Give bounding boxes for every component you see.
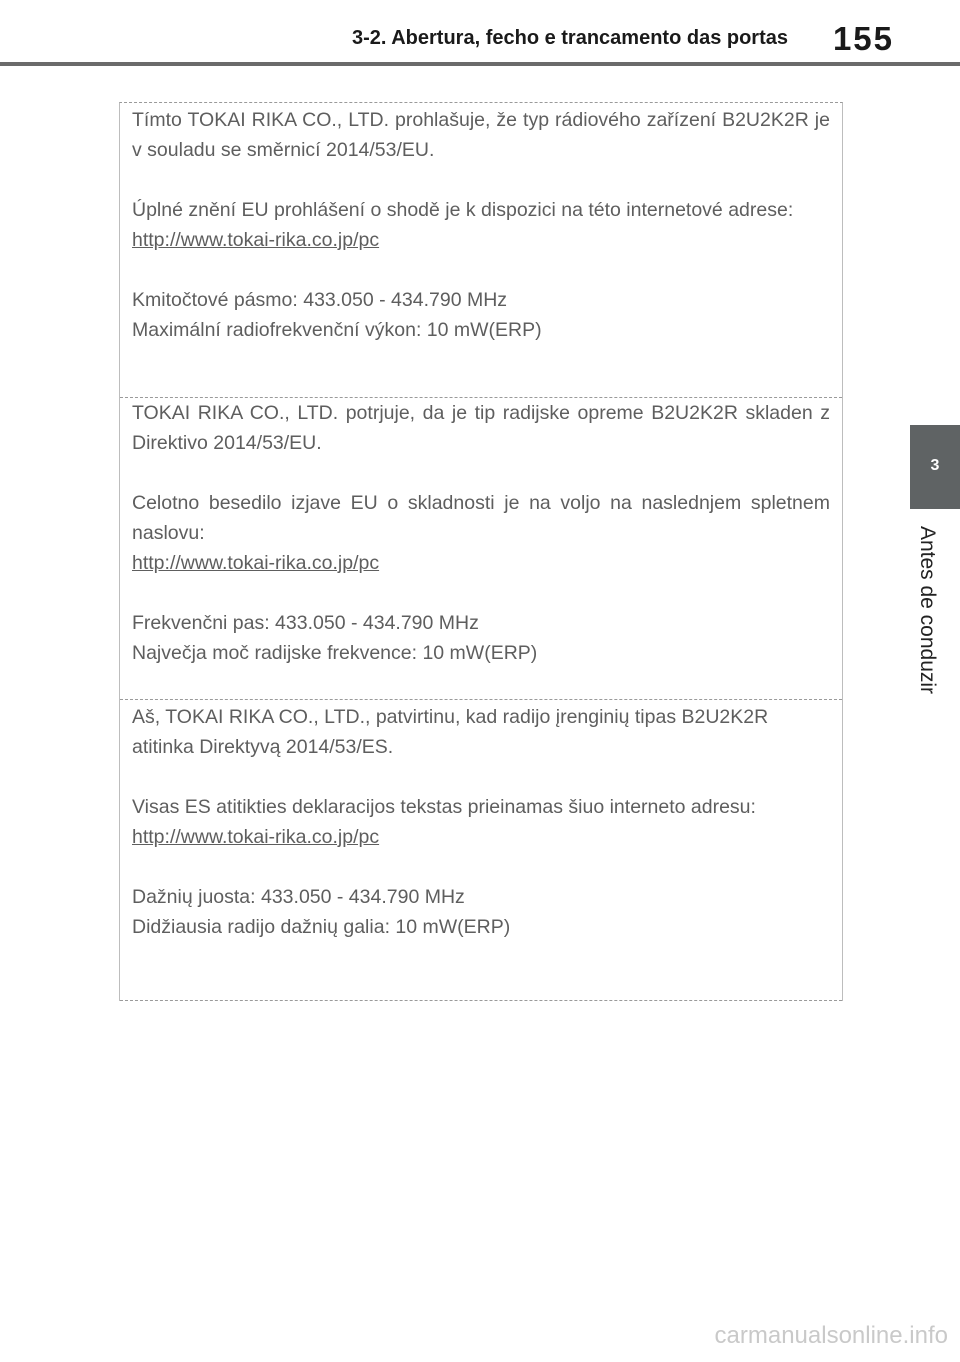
paragraph-gap — [132, 578, 830, 608]
declaration-link[interactable]: http://www.tokai-rika.co.jp/pc — [132, 552, 380, 574]
declaration-text: Aš, TOKAI RIKA CO., LTD., patvirtinu, kad radijo įrenginių tipas B2U2K2R atitinka Direktyvą 2014/53/ES. — [132, 706, 769, 758]
full-text-intro: Visas ES atitikties deklaracijos tekstas prieinamas šiuo interneto adresu: — [132, 796, 756, 818]
full-text-intro: Celotno besedilo izjave EU o skladnosti je na voljo na naslednjem spletnem naslovu: — [132, 492, 830, 544]
chapter-number: 3 — [930, 457, 940, 474]
max-power: Maximální radiofrekvenční výkon: 10 mW(ERP) — [132, 319, 542, 341]
frequency-band: Kmitočtové pásmo: 433.050 - 434.790 MHz — [132, 289, 508, 311]
paragraph-gap — [132, 165, 830, 195]
paragraph-gap — [132, 255, 830, 285]
watermark: carmanualsonline.info — [714, 1322, 948, 1349]
section-title: 3-2. Abertura, fecho e trancamento das portas — [351, 27, 788, 49]
declaration-section-slovenian — [120, 398, 842, 700]
declaration-section-lithuanian — [120, 700, 842, 1001]
frequency-band: Frekvenčni pas: 433.050 - 434.790 MHz — [132, 612, 479, 634]
paragraph-gap — [132, 762, 830, 792]
max-power: Največja moč radijske frekvence: 10 mW(ERP) — [132, 642, 538, 664]
header-divider — [0, 62, 960, 66]
page-number: 155 — [832, 20, 894, 57]
frequency-band: Dažnių juosta: 433.050 - 434.790 MHz — [132, 886, 465, 908]
declaration-link[interactable]: http://www.tokai-rika.co.jp/pc — [132, 229, 380, 251]
chapter-tab — [910, 425, 960, 509]
eu-declaration-box — [119, 102, 843, 1001]
declaration-text: TOKAI RIKA CO., LTD. potrjuje, da je tip radijske opreme B2U2K2R skladen z Direktivo 2014/53/EU. — [132, 402, 830, 454]
declaration-link[interactable]: http://www.tokai-rika.co.jp/pc — [132, 826, 380, 848]
page-header — [0, 0, 960, 68]
paragraph-gap — [132, 458, 830, 488]
paragraph-gap — [132, 852, 830, 882]
max-power: Didžiausia radijo dažnių galia: 10 mW(ERP) — [132, 916, 511, 938]
declaration-section-czech — [120, 103, 842, 398]
full-text-intro: Úplné znění EU prohlášení o shodě je k dispozici na této internetové adrese: — [132, 199, 794, 221]
chapter-label: Antes de conduzir — [916, 525, 939, 695]
declaration-text: Tímto TOKAI RIKA CO., LTD. prohlašuje, že typ rádiového zařízení B2U2K2R je v souladu se směrnicí 2014/53/EU. — [132, 109, 830, 161]
